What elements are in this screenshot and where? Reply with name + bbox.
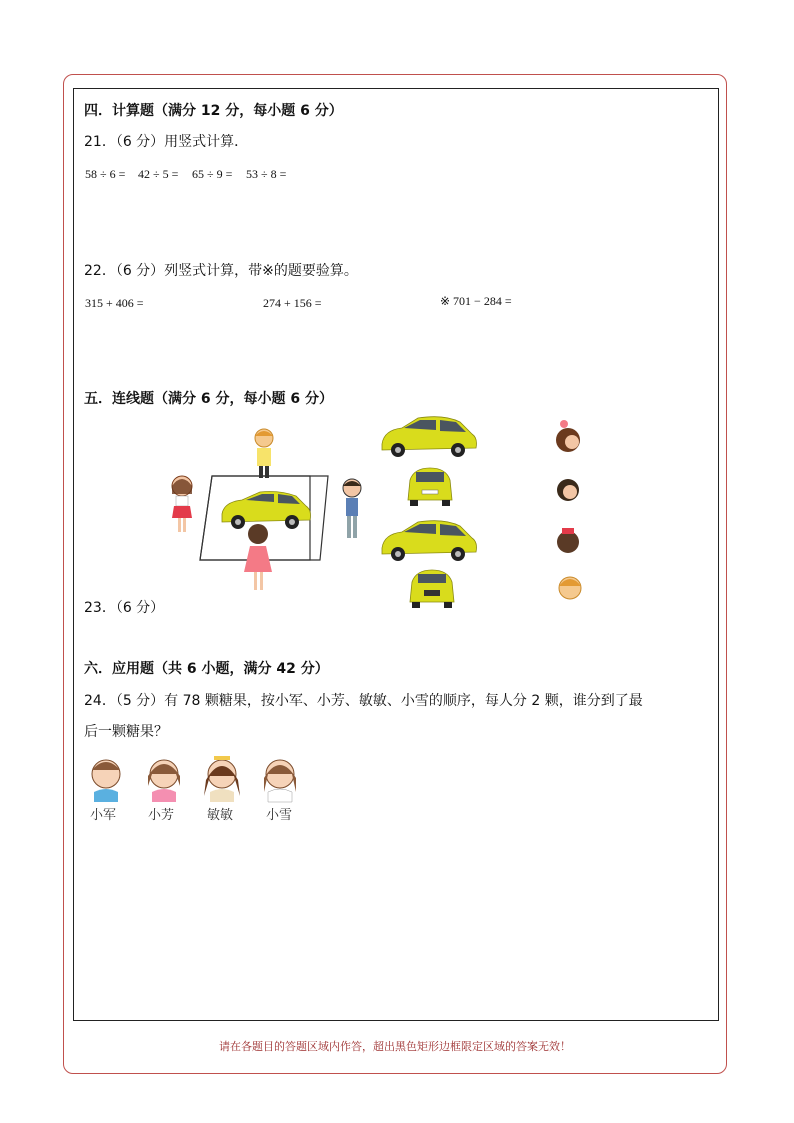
q24-text-line2: 后一颗糖果？ — [84, 724, 168, 740]
q21-item-2: 42 ÷ 5 = — [138, 167, 179, 181]
q22-item-1: 315 + 406 = — [85, 296, 144, 310]
section6-heading: 六．应用题（共 6 小题，满分 42 分） — [84, 661, 329, 677]
girl-head-back — [557, 528, 579, 553]
q22-item-2: 274 + 156 = — [263, 296, 322, 310]
q21-item-3: 65 ÷ 9 = — [192, 167, 233, 181]
boy-head-front — [559, 577, 581, 599]
kid-xiaojun — [92, 760, 120, 802]
q22-item-3: ※ 701 − 284 = — [440, 294, 512, 308]
car-observation-scene — [160, 420, 380, 600]
q21-text: 21．（6 分）用竖式计算． — [84, 134, 249, 150]
kid-label-xiaoxue: 小雪 — [266, 808, 293, 823]
q21-item-1: 58 ÷ 6 = — [85, 167, 126, 181]
car-side-view-1 — [382, 417, 477, 457]
kid-heads-column — [548, 418, 588, 608]
kid-xiaoxue — [264, 760, 296, 802]
kid-label-xiaofang: 小芳 — [148, 808, 175, 823]
kid-minmin — [204, 756, 240, 802]
q23-text: 23．（6 分） — [84, 600, 165, 616]
car-views-column — [378, 414, 482, 614]
four-kids-illustration — [84, 752, 324, 804]
q21-item-4: 53 ÷ 8 = — [246, 167, 287, 181]
car-front-view — [410, 570, 454, 608]
kid-label-xiaojun: 小军 — [90, 808, 117, 823]
boy-head-side — [557, 479, 579, 501]
car-rear-view — [408, 468, 452, 506]
q24-text-line1: 24．（5 分）有 78 颗糖果，按小军、小芳、敏敏、小雪的顺序，每人分 2 颗，谁分到了最 — [84, 693, 643, 709]
footer-notice: 请在各题目的答题区域内作答，超出黑色矩形边框限定区域的答案无效！ — [219, 1040, 571, 1053]
section4-heading: 四．计算题（满分 12 分，每小题 6 分） — [84, 103, 343, 119]
girl-head-side — [556, 420, 580, 452]
q22-text: 22．（6 分）列竖式计算，带※的题要验算。 — [84, 263, 358, 279]
kid-label-minmin: 敏敏 — [207, 808, 234, 823]
kid-xiaofang — [148, 760, 180, 802]
section5-heading: 五．连线题（满分 6 分，每小题 6 分） — [84, 391, 333, 407]
car-side-view-2 — [382, 521, 477, 561]
